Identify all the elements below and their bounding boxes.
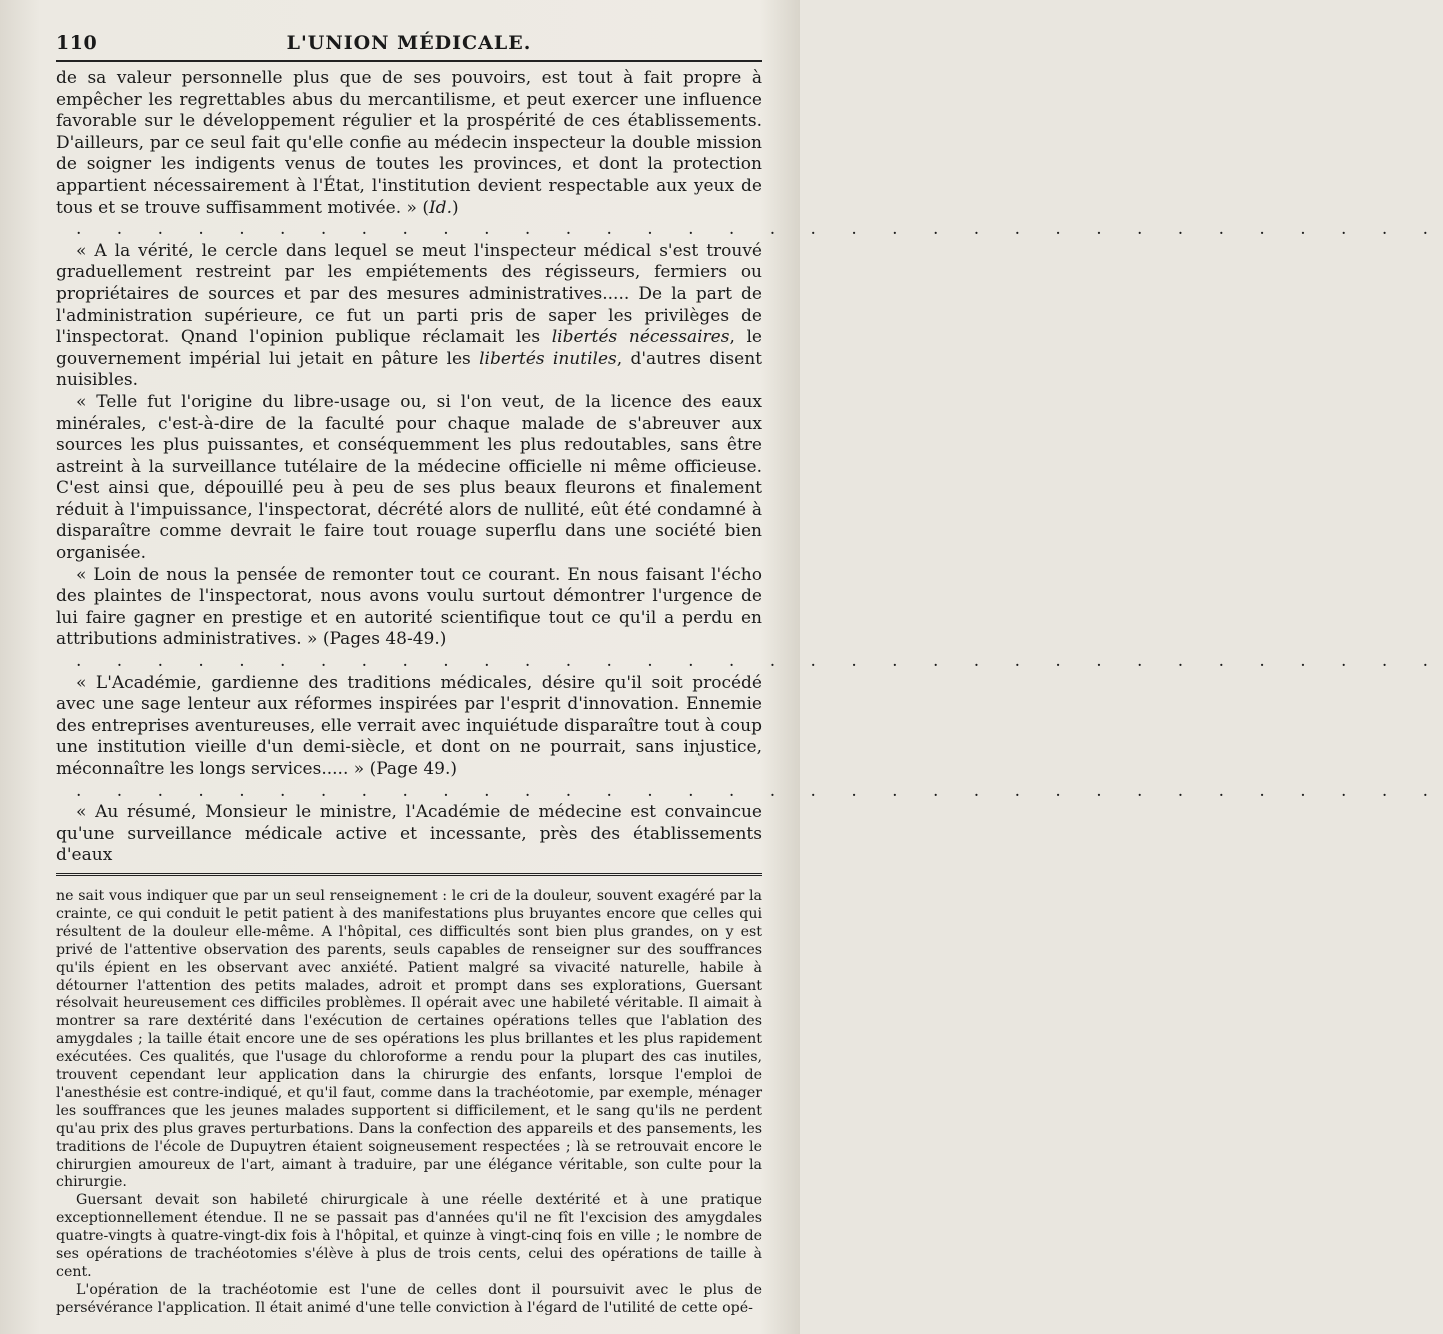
footnote-paragraph-2: Guersant devait son habileté chirurgicale à une réelle dextérité et à une pratique exceptionnellement étendue. Il ne se passait pas d'années qu'il ne fît l'excision des amygdales quatre-vingts à quatre-vingt-dix fois à l'hôpital, et quinze à vingt-cinq fois en ville ; le nombre de ses opérations de trachéotomies s'élève à plus de trois cents, celui des opérations de taille à cent. (56, 1192, 762, 1280)
paragraph-3: « Telle fut l'origine du libre-usage ou, si l'on veut, de la licence des eaux minérales, c'est-à-dire de la faculté pour chaque malade de s'abreuver aux sources les plus puissantes, et conséquemment les plus redoutables, sans être astreint à la surveillance tutélaire de la médecine officielle ni même officieuse. C'est ainsi que, dépouillé peu à peu de ses plus beaux fleurons et finalement réduit à l'impuissance, l'inspectorat, décrété alors de nullité, eût été condamné à disparaître comme devrait le faire tout rouage superflu dans une société bien organisée. (56, 391, 762, 564)
paragraph-2-text-a: « A la vérité, le cercle dans lequel se meut l'inspecteur médical s'est trouvé graduellement restreint par les empiétements des régisseurs, fermiers ou propriétaires de sources et par des mesures administratives..... De la part de l'administration supérieure, ce fut un parti pris de saper les privilèges de l'inspectorat. Qnand l'opinion publique réclamait les (56, 240, 762, 348)
paragraph-1-reference: Id. (428, 197, 452, 218)
paragraph-2-text-b: , le gouvernement impérial lui jetait en pâture les (56, 327, 762, 369)
paragraph-2 (56, 241, 762, 392)
ellipsis-line-3: . . . . . . . . . . . . . . . . . . . . . . . . . . . . . . . . . . (76, 780, 1443, 801)
paragraph-2-text-c: , d'autres disent nuisibles. (56, 348, 762, 391)
running-head (56, 26, 762, 60)
page-number: 110 (56, 32, 98, 54)
paragraph-2-emphasis-1: libertés nécessaires (551, 327, 730, 348)
paragraph-1-text: de sa valeur personnelle plus que de ses pouvoirs, est tout à fait propre à empêcher les regrettables abus du mercantilisme, et peut exercer une influence favorable sur le développement régulier et la prospérité de ces établissements. D'ailleurs, par ce seul fait qu'elle confie au médecin inspecteur la double mission de soigner les indigents venus de toutes les provinces, et dont la protection appartient nécessairement à l'État, l'institution devient respectable aux yeux de tous et se trouve suffisamment motivée. » ( (56, 68, 762, 218)
ellipsis-line-2: . . . . . . . . . . . . . . . . . . . . . . . . . . . . . . . . . . (76, 651, 1443, 672)
paragraph-1-end: ) (451, 197, 459, 218)
journal-title: L'UNION MÉDICALE. (286, 32, 532, 54)
paragraph-1 (56, 68, 762, 219)
ellipsis-line-1: . . . . . . . . . . . . . . . . . . . . . . . . . . . . . . . . . . (76, 219, 1443, 240)
footnote-rule (56, 873, 762, 878)
footnote (56, 888, 762, 1318)
paragraph-2-emphasis-2: libertés inutiles (479, 348, 617, 369)
paragraph-5: « L'Académie, gardienne des traditions médicales, désire qu'il soit procédé avec une sage lenteur aux réformes inspirées par l'esprit d'innovation. Ennemie des entreprises aventureuses, elle verrait avec inquiétude disparaître tout à coup une institution vieille d'un demi-siècle, et dont on ne pourrait, sans injustice, méconnaître les longs services..... » (Page 49.) (56, 672, 762, 779)
paragraph-6: « Au résumé, Monsieur le ministre, l'Académie de médecine est convaincue qu'une surveillance médicale active et incessante, près des établissements d'eaux (56, 802, 762, 866)
footnote-paragraph-1: ne sait vous indiquer que par un seul renseignement : le cri de la douleur, souvent exagéré par la crainte, ce qui conduit le petit patient à des manifestations plus bruyantes encore que celles qui résultent de la douleur elle-même. A l'hôpital, ces difficultés sont bien plus grandes, on y est privé de l'attentive observation des parents, seuls capables de renseigner sur des souffrances qu'ils épient en les observant avec anxiété. Patient malgré sa vivacité naturelle, habile à détourner l'attention des petits malades, adroit et prompt dans ses explorations, Guersant résolvait heureusement ces difficiles problèmes. Il opérait avec une habileté véritable. Il aimait à montrer sa rare dextérité dans l'exécution de certaines opérations telles que l'ablation des amygdales ; la taille était encore une de ses opérations les plus brillantes et les plus rapidement exécutées. Ces qualités, que l'usage du chloroforme a rendu pour la plupart des cas inutiles, trouvent cependant leur application dans la chirurgie des enfants, lorsque l'emploi de l'anesthésie est contre-indiqué, et qu'il faut, comme dans la trachéotomie, par exemple, ménager les souffrances que les jeunes malades supportent si difficilement, et le sang qu'ils ne perdent qu'au prix des plus graves perturbations. Dans la confection des appareils et des pansements, les traditions de l'école de Dupuytren étaient soigneusement respectées ; là se retrouvait encore le chirurgien amoureux de l'art, aimant à traduire, par une élégance véritable, son culte pour la chirurgie. (56, 887, 762, 1191)
main-text (56, 68, 1443, 867)
footnote-paragraph-3: L'opération de la trachéotomie est l'une de celles dont il poursuivit avec le plus de persévérance l'application. Il était animé d'une telle conviction à l'égard de l'utilité de cette opé- (56, 1281, 762, 1316)
paragraph-4: « Loin de nous la pensée de remonter tout ce courant. En nous faisant l'écho des plaintes de l'inspectorat, nous avons voulu surtout démontrer l'urgence de lui faire gagner en prestige et en autorité scientifique tout ce qu'il a perdu en attributions administratives. » (Pages 48-49.) (56, 564, 762, 650)
header-rule (56, 60, 762, 62)
